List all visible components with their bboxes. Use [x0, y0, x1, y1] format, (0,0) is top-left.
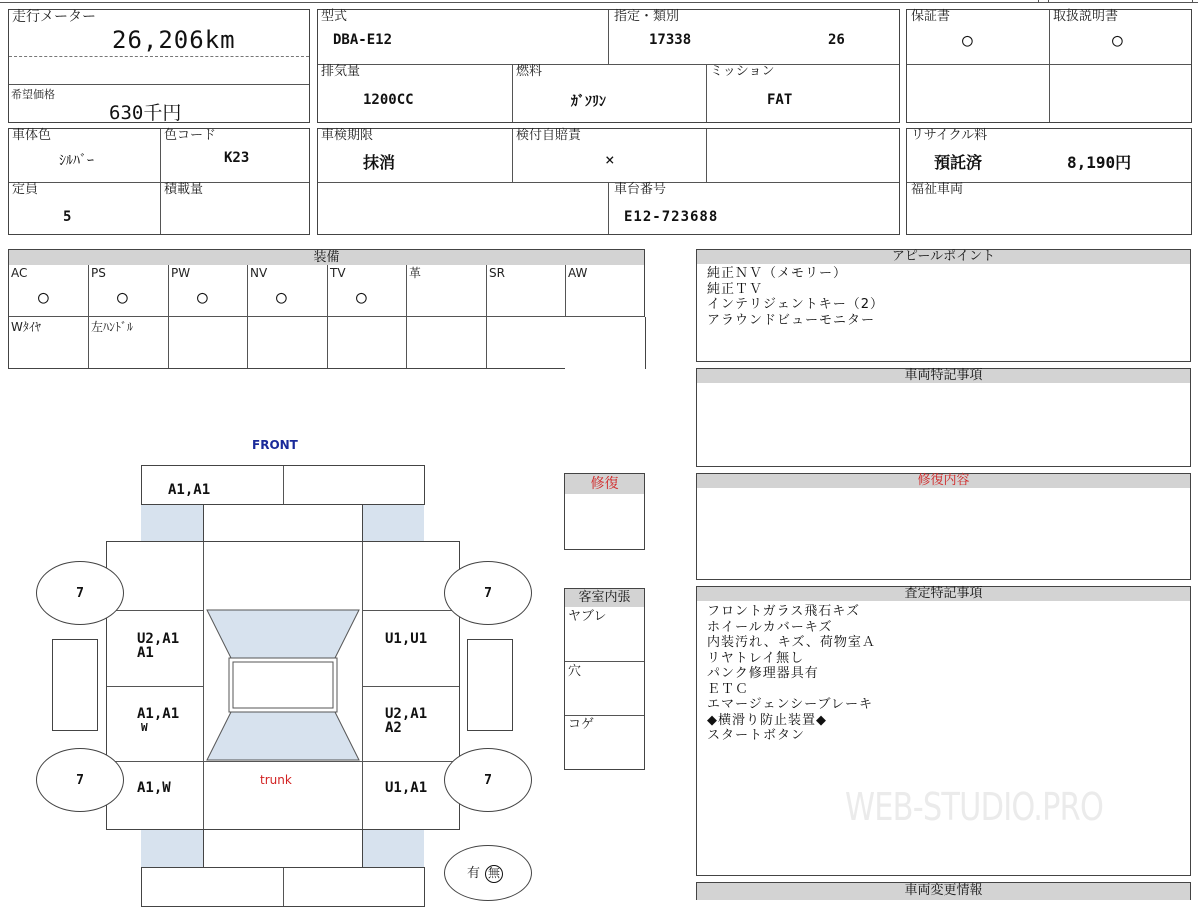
repair-box — [564, 494, 645, 550]
equip-ac-value: ○ — [38, 287, 49, 308]
front-bumper-panel — [141, 465, 425, 505]
front-bumper-code: A1,A1 — [168, 482, 211, 498]
divider — [318, 64, 899, 65]
equip-aw-label: AW — [568, 266, 588, 280]
equip-ac-label: AC — [11, 266, 28, 280]
vehicle-notes-title: 車両特記事項 — [696, 368, 1191, 384]
spare-tire — [444, 845, 532, 901]
divider — [907, 64, 1191, 65]
mission-label: ミッション — [710, 64, 775, 79]
assessment-line: ◆横滑り防止装置◆ — [707, 712, 827, 728]
appeal-line: アラウンドビューモニター — [707, 312, 876, 328]
equip-tv-label: TV — [330, 266, 346, 280]
top-edge-tick — [1038, 0, 1039, 3]
assessment-line: エマージェンシーブレーキ — [707, 697, 873, 712]
inspection-value: 抹消 — [363, 153, 396, 172]
divider — [608, 10, 609, 64]
fuel-label: 燃料 — [516, 64, 543, 79]
designation-value: 17338 — [649, 32, 692, 48]
wheel-front-left: 7 — [36, 561, 124, 625]
divider — [327, 265, 328, 368]
trunk-label: trunk — [260, 773, 292, 787]
equip-nv-label: NV — [250, 266, 268, 280]
capacity-label: 定員 — [12, 182, 39, 197]
assessment-line: リヤトレイ無し — [707, 650, 805, 666]
front-left-door-code-1: U2,A1 — [137, 631, 180, 647]
class-value: 26 — [828, 32, 845, 48]
left-mirror — [52, 639, 98, 731]
mileage-value: 26,206km — [112, 26, 236, 54]
rear-left-fender — [141, 830, 203, 868]
divider — [362, 686, 459, 687]
equip-lhd-label: 左ﾊﾝﾄﾞﾙ — [91, 320, 134, 334]
recycle-status: 預託済 — [934, 153, 983, 172]
model-value: DBA-E12 — [333, 32, 393, 48]
divider — [107, 610, 203, 611]
load-label: 積載量 — [164, 182, 204, 197]
warranty-label: 保証書 — [911, 9, 951, 24]
color-code-label: 色コード — [164, 128, 217, 143]
recycle-label: リサイクル料 — [911, 128, 988, 143]
equip-ps-label: PS — [91, 266, 106, 280]
color-value: ｼﾙﾊﾞｰ — [59, 153, 94, 169]
divider — [565, 715, 644, 716]
assessment-title: 査定特記事項 — [696, 586, 1191, 602]
divider — [283, 466, 284, 504]
top-edge — [0, 2, 1198, 3]
wheel-rear-left: 7 — [36, 748, 124, 812]
repair-details-box — [696, 488, 1191, 580]
inspection-box — [317, 128, 900, 235]
front-right-door-code: U1,U1 — [385, 631, 428, 647]
price-label: 希望価格 — [11, 88, 55, 101]
top-edge-tick — [1192, 0, 1193, 3]
mileage-price-box — [8, 9, 310, 123]
equipment-grid — [8, 265, 645, 369]
designation-label: 指定・類別 — [614, 9, 680, 24]
insurance-value: × — [605, 150, 615, 169]
mileage-label: 走行メーター — [12, 9, 96, 25]
windshield — [207, 610, 359, 658]
front-left-fender — [141, 505, 203, 541]
color-code-value: K23 — [224, 150, 250, 166]
spare-none-label: 無 — [485, 865, 503, 883]
equip-leather-label: 革 — [409, 266, 422, 280]
divider — [362, 610, 459, 611]
inspection-label: 車検期限 — [321, 128, 374, 143]
assessment-line: 内装汚れ、キズ、荷物室Ａ — [707, 635, 876, 650]
equip-nv-value: ○ — [276, 287, 287, 308]
recycle-amount: 8,190円 — [1067, 153, 1132, 172]
hood-front — [203, 504, 363, 542]
divider — [512, 64, 513, 122]
divider — [107, 686, 203, 687]
appeal-line: 純正ＴＶ — [707, 281, 764, 297]
assessment-line: パンク修理器具有 — [707, 666, 819, 681]
front-left-door-code-2: A1 — [137, 645, 154, 661]
divider — [9, 182, 309, 183]
repair-title: 修復 — [564, 473, 645, 495]
recycle-box — [906, 128, 1192, 235]
front-label: FRONT — [252, 438, 298, 452]
rear-left-quarter-code: A1,W — [137, 780, 171, 796]
top-edge-tick — [1048, 0, 1049, 3]
equipment-title: 装備 — [8, 249, 645, 266]
divider — [608, 182, 609, 234]
divider — [706, 64, 707, 122]
rear-bumper-panel — [141, 867, 425, 907]
appeal-line: 純正ＮＶ（メモリー） — [707, 266, 848, 281]
interior-title: 客室内張 — [564, 588, 645, 608]
manual-label: 取扱説明書 — [1053, 9, 1119, 24]
change-info-title: 車両変更情報 — [696, 882, 1191, 900]
appeal-title: アピールポイント — [696, 249, 1191, 265]
right-mirror — [467, 639, 513, 731]
fuel-value: ｶﾞｿﾘﾝ — [571, 94, 606, 110]
interior-tear-label: ヤブレ — [568, 609, 607, 624]
assessment-line: フロントガラス飛石キズ — [707, 604, 860, 619]
welfare-label: 福祉車両 — [911, 182, 964, 197]
assessment-line: ＥＴＣ — [707, 681, 750, 697]
color-box — [8, 128, 310, 235]
warranty-value: ○ — [962, 30, 973, 51]
divider — [1049, 10, 1050, 122]
repair-details-title: 修復内容 — [696, 473, 1191, 489]
chassis-value: E12-723688 — [624, 209, 719, 225]
chassis-label: 車台番号 — [614, 182, 667, 197]
divider — [565, 265, 566, 316]
wheel-rear-right: 7 — [444, 748, 532, 812]
equip-tv-value: ○ — [356, 287, 367, 308]
spare-has-label: 有 — [467, 866, 481, 881]
divider — [486, 265, 487, 368]
color-label: 車体色 — [12, 128, 52, 143]
vehicle-notes-box — [696, 383, 1191, 467]
rear-left-door-code-1: A1,A1 — [137, 706, 180, 722]
divider — [88, 265, 89, 368]
divider — [706, 129, 707, 182]
rear-right-fender — [362, 830, 424, 868]
capacity-value: 5 — [63, 209, 72, 225]
assessment-box — [696, 601, 1191, 876]
equip-wtire-label: Wﾀｲﾔ — [11, 320, 41, 334]
rear-left-door-code-2: W — [141, 721, 148, 734]
divider — [512, 129, 513, 182]
rear-right-door-code-2: A2 — [385, 720, 402, 736]
assessment-line: ホイールカバーキズ — [707, 619, 833, 635]
equip-pw-value: ○ — [197, 287, 208, 308]
roof — [229, 658, 337, 712]
model-label: 型式 — [321, 9, 348, 24]
rear-right-quarter-code: U1,A1 — [385, 780, 428, 796]
interior-burn-label: コゲ — [568, 717, 595, 732]
equip-ps-value: ○ — [117, 287, 128, 308]
displacement-value: 1200CC — [363, 92, 414, 108]
cabin-glass-diagram — [203, 608, 363, 762]
mission-value: FAT — [767, 92, 793, 108]
appeal-box — [696, 264, 1191, 362]
equip-sr-label: SR — [489, 266, 505, 280]
assessment-line: スタートボタン — [707, 728, 806, 743]
divider — [406, 265, 407, 368]
divider — [565, 661, 644, 662]
equip-pw-label: PW — [171, 266, 191, 280]
warranty-box — [906, 9, 1192, 123]
price-value: 630千円 — [109, 102, 182, 124]
divider — [283, 868, 284, 906]
manual-value: ○ — [1112, 30, 1123, 51]
equipment-blank-cell — [565, 317, 646, 369]
insurance-label: 検付自賠責 — [516, 128, 582, 143]
front-right-fender — [362, 505, 424, 541]
divider — [9, 84, 309, 85]
watermark: WEB-STUDIO.PRO — [845, 785, 1104, 829]
divider — [247, 265, 248, 368]
rear-window — [207, 712, 359, 760]
displacement-label: 排気量 — [321, 64, 361, 79]
interior-hole-label: 穴 — [568, 664, 582, 679]
rear-right-door-code-1: U2,A1 — [385, 706, 428, 722]
divider — [168, 265, 169, 368]
wheel-front-right: 7 — [444, 561, 532, 625]
appeal-line: インテリジェントキー（2） — [707, 297, 885, 312]
interior-box — [564, 607, 645, 770]
trunk-lid — [203, 829, 363, 869]
divider — [9, 56, 309, 57]
model-box — [317, 9, 900, 123]
